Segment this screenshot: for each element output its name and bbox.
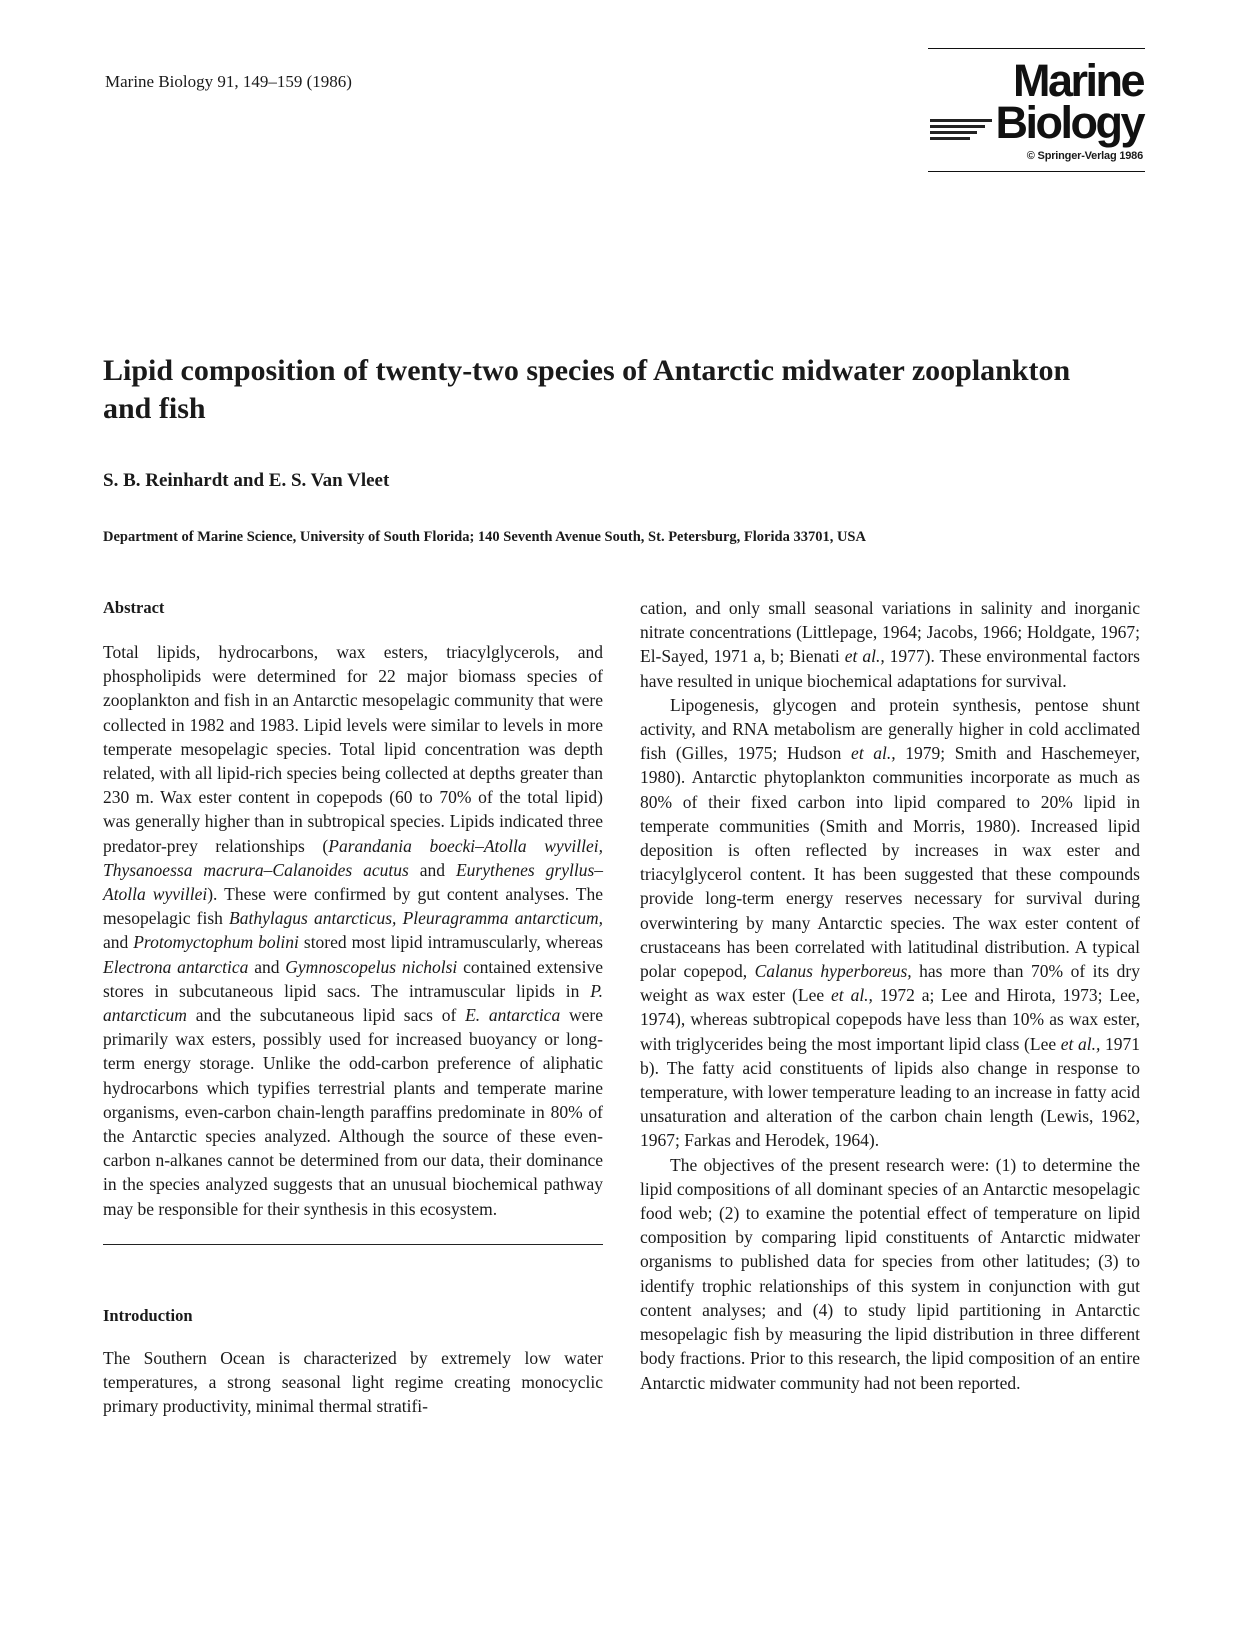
logo-top-rule <box>928 48 1145 49</box>
left-column <box>103 596 603 1418</box>
right-column <box>640 596 1140 1395</box>
introduction-heading: Introduction <box>103 1305 193 1325</box>
journal-citation: Marine Biology 91, 149–159 (1986) <box>105 72 352 91</box>
author-affiliation: Department of Marine Science, University of South Florida; 140 Seventh Avenue South, St. Petersburg, Florida 33701, USA <box>103 529 866 545</box>
logo-bottom-rule <box>928 171 1145 172</box>
article-authors: S. B. Reinhardt and E. S. Van Vleet <box>103 470 390 491</box>
logo-word-biology: Biology <box>995 97 1143 148</box>
introduction-paragraph-3: The objectives of the present research were: (1) to determine the lipid compositions of all dominant species of an Antarctic mesopelagic food web; (2) to examine the potential effect of temperature on lipid composition by comparing lipid constituents of Antarctic midwater organisms to published data for species from other latitudes; (3) to identify trophic relationships of this system in conjunction with gut content analyses; and (4) to study lipid partitioning in Antarctic mesopelagic fish by measuring the lipid distribution in three different body fractions. Prior to this research, the lipid composition of an entire Antarctic midwater community had not been reported. <box>640 1154 1140 1393</box>
introduction-paragraph-1-continued: cation, and only small seasonal variations in salinity and inorganic nitrate concentrations (Littlepage, 1964; Jacobs, 1966; Holdgate, 1967; El-Sayed, 1971 a, b; Bienati et al., 1977). These environmental factors have resulted in unique biochemical adaptations for survival. <box>640 598 1140 691</box>
logo-copyright: © Springer-Verlag 1986 <box>1026 150 1143 162</box>
article-title: Lipid composition of twenty-two species of Antarctic midwater zooplankton and fish <box>103 354 1071 425</box>
abstract-heading: Abstract <box>103 598 165 617</box>
abstract-text: Total lipids, hydrocarbons, wax esters, triacylglycerols, and phospholipids were determined for 22 major biomass species of zooplankton and fish in an Antarctic mesopelagic community that were collected in 1982 and 1983. Lipid levels were similar to levels in more temperate mesopelagic species. Total lipid concentration was depth related, with all lipid-rich species being collected at depths greater than 230 m. Wax ester content in copepods (60 to 70% of the total lipid) was generally higher than in subtropical species. Lipids indicated three predator-prey relationships (Parandania boecki–Atolla wyvillei, Thysanoessa macrura–Calanoides acutus and Eurythenes gryllus–Atolla wyvillei). These were confirmed by gut content analyses. The mesopelagic fish Bathylagus antarcticus, Pleuragramma antarcticum, and Protomyctophum bolini stored most lipid intramuscularly, whereas Electrona antarctica and Gymnoscopelus nicholsi contained extensive stores in subcutaneous lipid sacs. The intramuscular lipids in P. antarcticum and the subcutaneous lipid sacs of E. antarctica were primarily wax esters, possibly used for increased buoyancy or long-term energy storage. Unlike the odd-carbon preference of aliphatic hydrocarbons which typifies terrestrial plants and temperate marine organisms, even-carbon chain-length paraffins predominate in 80% of the Antarctic species analyzed. Although the source of these even-carbon n-alkanes cannot be determined from our data, their dominance in the species analyzed suggests that an unusual biochemical pathway may be responsible for their synthesis in this ecosystem. <box>103 642 604 1219</box>
introduction-paragraph-1-start: The Southern Ocean is characterized by extremely low water temperatures, a strong seasonal light regime creating monocyclic primary productivity, minimal thermal stratifi- <box>103 1347 603 1417</box>
logo-word-marine: Marine <box>1012 55 1143 106</box>
introduction-paragraph-2: Lipogenesis, glycogen and protein synthesis, pentose shunt activity, and RNA metabolism are generally higher in cold acclimated fish (Gilles, 1975; Hudson et al., 1979; Smith and Haschemeyer, 1980). Antarctic phytoplankton communities incorporate as much as 80% of their fixed carbon into lipid compared to 20% lipid in temperate communities (Smith and Morris, 1980). Increased lipid deposition is often reflected by increases in wax ester and triacylglycerol content. It has been suggested that these compounds provide long-term energy reserves necessary for survival during overwintering by many Antarctic species. The wax ester content of crustaceans has been correlated with latitudinal distribution. A typical polar copepod, Calanus hyperboreus, has more than 70% of its dry weight as wax ester (Lee et al., 1972 a; Lee and Hirota, 1973; Lee, 1974), whereas subtropical copepods have less than 10% as wax ester, with triglycerides being the most important lipid class (Lee et al., 1971 b). The fatty acid constituents of lipids also change in response to temperature, with lower temperature leading to an increase in fatty acid unsaturation and alteration of the carbon chain length (Lewis, 1962, 1967; Farkas and Herodek, 1964). <box>640 694 1140 1151</box>
journal-logo <box>928 55 1145 178</box>
section-divider <box>103 1244 603 1245</box>
logo-lines-graphic <box>930 119 992 143</box>
